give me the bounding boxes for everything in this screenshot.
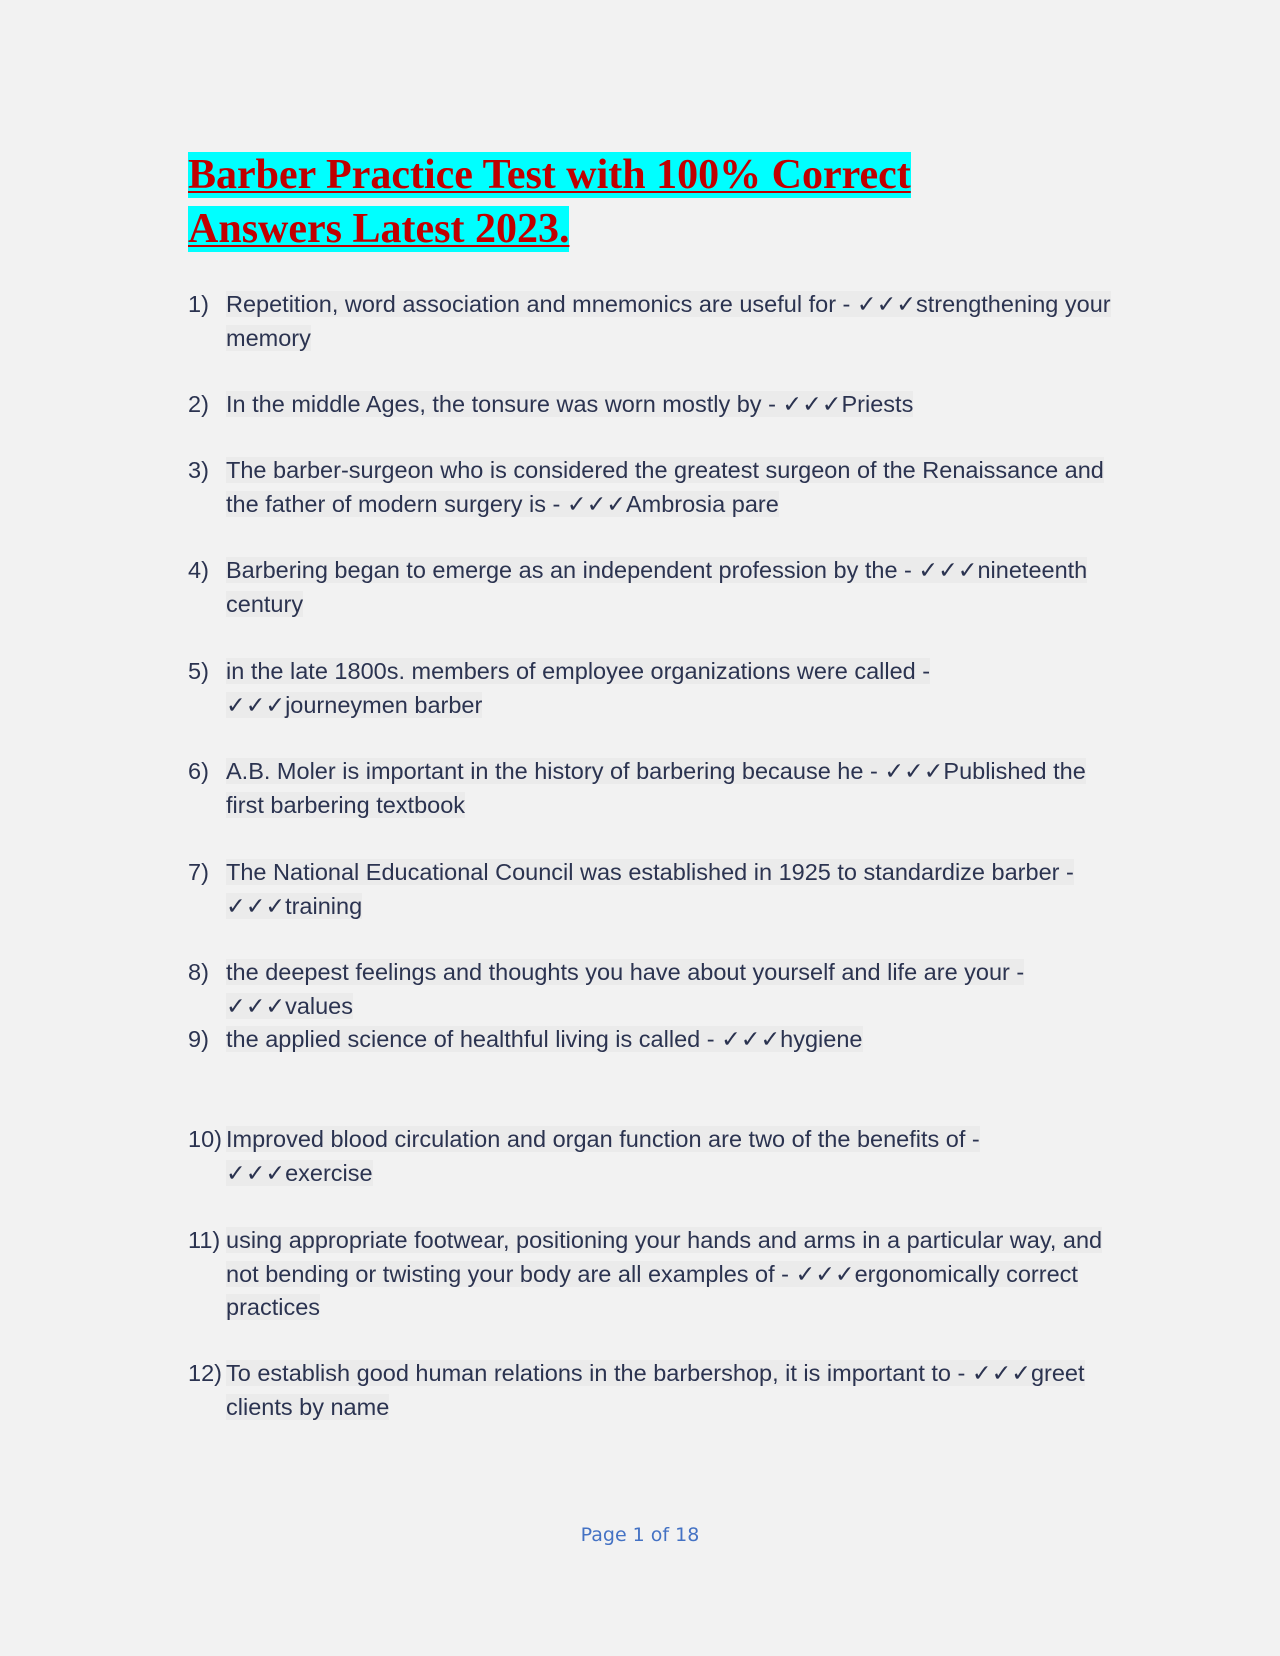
item-number: 3)	[188, 457, 209, 483]
item-number: 7)	[188, 859, 209, 885]
item-text-block	[226, 288, 1118, 355]
item-text: The barber-surgeon who is considered the greatest surgeon of the Renaissance and the father of modern surgery is - ✓✓✓Ambrosia pare	[226, 457, 1104, 517]
document-title-text: Barber Practice Test with 100% Correct Answers Latest 2023.	[188, 152, 911, 252]
item-text: Barbering began to emerge as an independent profession by the - ✓✓✓nineteenth century	[226, 557, 1088, 617]
item-text-block	[226, 755, 1118, 822]
item-number: 6)	[188, 758, 209, 784]
item-text-block	[226, 1224, 1118, 1325]
item-text-block	[226, 655, 1118, 722]
list-item	[188, 856, 1118, 923]
item-number: 11)	[188, 1227, 221, 1253]
item-text: using appropriate footwear, positioning your hands and arms in a particular way, and not bending or twisting your body are all examples of - ✓✓✓ergonomically correct practices	[226, 1227, 1103, 1320]
list-item	[188, 1023, 1118, 1057]
item-text: In the middle Ages, the tonsure was worn mostly by - ✓✓✓Priests	[226, 391, 914, 417]
list-item	[188, 655, 1118, 722]
list-item	[188, 956, 1118, 1023]
item-number: 5)	[188, 658, 209, 684]
item-text: To establish good human relations in the barbershop, it is important to - ✓✓✓greet clients by name	[226, 1360, 1085, 1420]
list-item	[188, 288, 1118, 355]
item-text: Improved blood circulation and organ function are two of the benefits of - ✓✓✓exercise	[226, 1126, 980, 1186]
item-number: 9)	[188, 1026, 209, 1052]
item-text: the applied science of healthful living is called - ✓✓✓hygiene	[226, 1026, 863, 1052]
item-text-block	[226, 454, 1118, 521]
item-text-block	[226, 1357, 1118, 1424]
item-text: in the late 1800s. members of employee organizations were called - ✓✓✓journeymen barber	[226, 658, 931, 718]
list-item	[188, 454, 1118, 521]
item-text-block	[226, 956, 1118, 1023]
item-text-block	[226, 554, 1118, 621]
list-item	[188, 388, 1118, 422]
page-number: Page 1 of 18	[580, 1524, 700, 1546]
item-text: The National Educational Council was established in 1925 to standardize barber - ✓✓✓training	[226, 859, 1074, 919]
item-text-block	[226, 1123, 1118, 1190]
item-text: the deepest feelings and thoughts you have about yourself and life are your - ✓✓✓values	[226, 959, 1025, 1019]
list-item	[188, 554, 1118, 621]
list-item	[188, 1224, 1118, 1325]
item-text: Repetition, word association and mnemonics are useful for - ✓✓✓strengthening your memory	[226, 291, 1111, 351]
item-number: 10)	[188, 1126, 222, 1152]
item-text-block	[226, 1023, 1118, 1057]
item-number: 12)	[188, 1360, 222, 1386]
list-item	[188, 1357, 1118, 1424]
item-text: A.B. Moler is important in the history of barbering because he - ✓✓✓Published the first barbering textbook	[226, 758, 1086, 818]
list-item	[188, 755, 1118, 822]
item-text-block	[226, 388, 1118, 422]
document-title	[188, 148, 1028, 256]
item-number: 2)	[188, 391, 209, 417]
item-text-block	[226, 856, 1118, 923]
item-number: 4)	[188, 557, 209, 583]
item-number: 8)	[188, 959, 209, 985]
list-item	[188, 1123, 1118, 1190]
item-number: 1)	[188, 291, 209, 317]
